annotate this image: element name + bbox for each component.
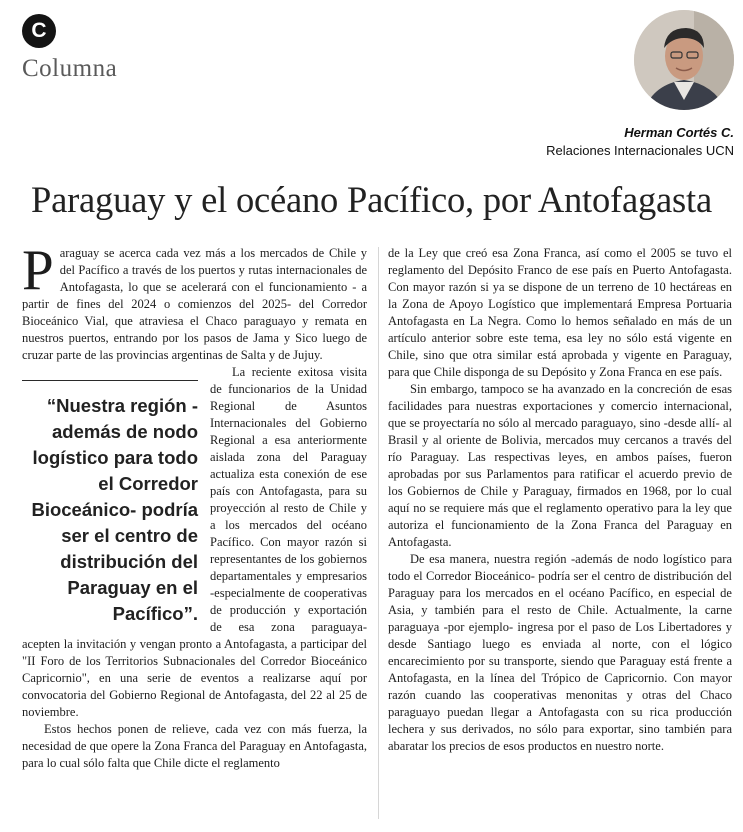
author-portrait-icon [634, 10, 734, 110]
headline: Paraguay y el océano Pacífico, por Antofagasta [30, 179, 712, 220]
article-paragraph: La reciente exitosa visita de funcionarios de la Unidad Regional de Asuntos Internacionales del Gobierno Regional a esa anteriormente aislada zona del Paraguay actualiza esta conexión de ese país con Antofagasta, para su proyección al resto de Chile y a los mercados del océano Pacífico. Con mayor razón si representantes de los gobiernos departamentales y empresarios -especialmente de cooperativas de producción y exportación de esa zona paraguaya- acepten la invitación y vengan pronto a Antofagasta, a participar del "II Foro de los Territorios Subnacionales del Corredor Bioceánico Capricornio", en una serie de eventos a realizarse aquí por convocatoria del Gobierno Regional de Antofagasta, del 22 al 25 de noviembre. [22, 365, 367, 719]
article-paragraph: de la Ley que creó esa Zona Franca, así como el 2005 se tuvo el reglamento del Depósito Franco de ese país en Puerto Antofagasta. Con mayor razón si ya se dispone de un terreno de 10 hectáreas en la Zona de Apoyo Logístico que implementará Empresa Portuaria Antofagasta en La Negra. Como lo hemos señalado en más de un artículo anterior sobre este tema, esa ley no sólo está vigente en Chile, sino que otra similar está aprobada y vigente en Paraguay, para que Chile disponga de su Depósito y Zona Franca en ese país. [388, 246, 732, 379]
article-column-right [388, 245, 732, 755]
author-role: Relaciones Internacionales UCN [546, 143, 734, 158]
article-paragraph: Estos hechos ponen de relieve, cada vez con más fuerza, la necesidad de que opere la Zona Franca del Paraguay en Antofagasta, para lo cual sólo falta que Chile dicte el reglamento [22, 722, 367, 770]
drop-cap: P [22, 239, 54, 302]
article-column-left [22, 239, 367, 772]
paragraph-text: araguay se acerca cada vez más a los mercados de Chile y del Pacífico a través de los puertos y rutas internacionales de Antofagasta, lo que se acelerará con el funcionamiento - a partir de fines del 2024 o comienzos del 2025- del Corredor Bioceánico Vial, que atraviesa el Chaco paraguayo y remata en nuestros puertos, entrando por los pasos de Jama y Sico luego de cruzar parte de las provincias argentinas de Salta y de Jujuy. [22, 246, 367, 362]
author-name: Herman Cortés C. [624, 125, 734, 140]
pull-quote: “Nuestra región -además de nodo logístico para todo el Corredor Bioceánico- podría ser el centro de distribución del Paraguay en el Pacífico”. [22, 380, 198, 627]
article-paragraph: Sin embargo, tampoco se ha avanzado en la concreción de esas facilidades para nuestras exportaciones y comercio internacional, que se proyectaría no sólo al mercado paraguayo, sino -desde allí- al Brasil y al oriente de Bolivia, mercados muy cercanos a través del río Paraguay. Las respectivas leyes, en ambos países, fueron aprobadas por sus Parlamentos para ratificar el acuerdo previo de los Gobiernos de Chile y Paraguay, firmados en 1968, por lo cual aquí no se requiere más que el reglamento operativo para la ley que autoriza el funcionamiento de la Zona Franca del Paraguay en Antofagasta. [388, 382, 732, 549]
author-photo [634, 10, 734, 110]
section-label: Columna [22, 55, 118, 82]
column-divider [378, 247, 379, 819]
article-paragraph [22, 239, 367, 364]
column-badge-icon: C [22, 14, 56, 48]
article-paragraph: De esa manera, nuestra región -además de nodo logístico para todo el Corredor Bioceánico- podría ser el centro de distribución del Paraguay para los mercados en el océano Pacífico, en especial de Asia, y también para el resto de Chile. Actualmente, la carne paraguaya -por ejemplo- ingresa por el paso de Los Libertadores y desde Santiago luego es enviada al norte, con el lógico encarecimiento por su transporte, siendo que Paraguay está frente a Antofagasta, en la línea del Trópico de Capricornio. Con mayor razón cuando las cooperativas menonitas y otras del Chaco paraguayo puedan llegar a Antofagasta con su rica producción lechera y sus derivados, no sólo para exportar, sino también para abaratar los precios de esos productos en nuestro norte. [388, 552, 732, 753]
byline [546, 124, 734, 160]
